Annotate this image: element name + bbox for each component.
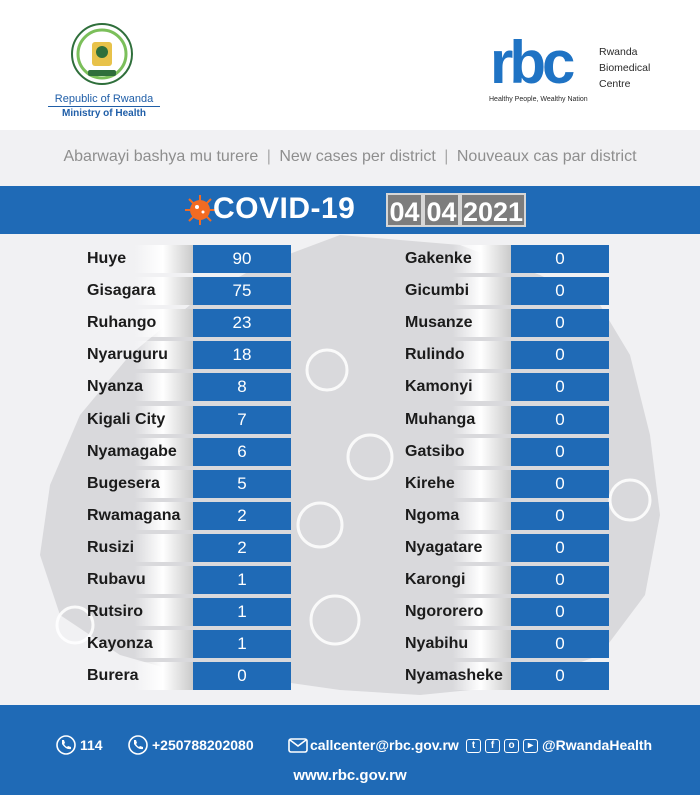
date-year: 2021 — [460, 193, 526, 227]
rbc-name — [599, 44, 669, 92]
date-day: 04 — [386, 193, 423, 227]
district-cases: 0 — [511, 566, 609, 594]
district-cases: 8 — [193, 373, 291, 401]
district-cases: 0 — [511, 277, 609, 305]
district-cases: 75 — [193, 277, 291, 305]
district-name: Ngoma — [401, 502, 515, 530]
district-name: Ruhango — [83, 309, 197, 337]
district-cases: 6 — [193, 438, 291, 466]
rbc-name-line2: Biomedical — [599, 62, 651, 74]
phone-icon — [128, 735, 148, 755]
rbc-tagline: Healthy People, Wealthy Nation — [489, 96, 588, 103]
district-name: Gisagara — [83, 277, 197, 305]
youtube-icon[interactable]: ▸ — [523, 739, 538, 753]
district-name: Rutsiro — [83, 598, 197, 626]
district-name: Rulindo — [401, 341, 515, 369]
page-subtitle — [0, 148, 700, 166]
district-cases: 23 — [193, 309, 291, 337]
rbc-logo — [490, 35, 590, 91]
hotline-number[interactable]: 114 — [80, 737, 103, 753]
district-cases: 2 — [193, 534, 291, 562]
district-cases: 0 — [511, 341, 609, 369]
subtitle-separator: | — [266, 148, 271, 165]
phone-icon — [56, 735, 76, 755]
district-cases: 7 — [193, 406, 291, 434]
district-name: Muhanga — [401, 406, 515, 434]
district-cases: 0 — [193, 662, 291, 690]
district-cases: 0 — [511, 309, 609, 337]
banner-title: COVID-19 — [213, 192, 356, 225]
facebook-icon[interactable]: f — [485, 739, 500, 753]
district-name: Kigali City — [83, 406, 197, 434]
district-name: Nyamasheke — [401, 662, 515, 690]
footer — [0, 705, 700, 795]
rbc-name-line3: Centre — [599, 78, 631, 90]
ministry-label: Ministry of Health — [62, 108, 146, 119]
district-name: Rubavu — [83, 566, 197, 594]
district-cases: 0 — [511, 598, 609, 626]
district-cases: 0 — [511, 373, 609, 401]
district-name: Gakenke — [401, 245, 515, 273]
phone-number[interactable]: +250788202080 — [152, 737, 254, 753]
twitter-icon[interactable]: t — [466, 739, 481, 753]
website-link[interactable]: www.rbc.gov.rw — [293, 767, 407, 784]
rwanda-coat-of-arms-icon — [70, 22, 134, 86]
date-month: 04 — [423, 193, 460, 227]
district-name: Rwamagana — [83, 502, 197, 530]
district-cases: 0 — [511, 470, 609, 498]
district-name: Kayonza — [83, 630, 197, 658]
subtitle-french: Nouveaux cas par district — [456, 148, 637, 165]
email-address[interactable]: callcenter@rbc.gov.rw — [310, 737, 459, 753]
district-cases: 0 — [511, 502, 609, 530]
subtitle-english: New cases per district — [279, 148, 436, 165]
instagram-icon[interactable]: o — [504, 739, 519, 753]
email-icon — [288, 735, 308, 755]
district-cases: 90 — [193, 245, 291, 273]
subtitle-kinyarwanda: Abarwayi bashya mu turere — [63, 148, 259, 165]
district-name: Nyanza — [83, 373, 197, 401]
district-name: Huye — [83, 245, 197, 273]
district-name: Rusizi — [83, 534, 197, 562]
district-name: Nyaruguru — [83, 341, 197, 369]
rbc-name-line1: Rwanda — [599, 46, 638, 58]
virus-icon — [184, 194, 216, 226]
district-cases: 18 — [193, 341, 291, 369]
district-name: Kirehe — [401, 470, 515, 498]
district-cases: 1 — [193, 598, 291, 626]
rbc-logo-text: rbc — [490, 35, 572, 91]
district-name: Gicumbi — [401, 277, 515, 305]
district-name: Burera — [83, 662, 197, 690]
district-cases: 1 — [193, 566, 291, 594]
district-cases: 0 — [511, 245, 609, 273]
subtitle-separator: | — [444, 148, 449, 165]
district-name: Musanze — [401, 309, 515, 337]
social-handle[interactable]: @RwandaHealth — [542, 737, 653, 753]
district-name: Nyamagabe — [83, 438, 197, 466]
republic-label: Republic of Rwanda — [54, 93, 154, 105]
district-name: Ngororero — [401, 598, 515, 626]
district-cases: 0 — [511, 438, 609, 466]
district-name: Gatsibo — [401, 438, 515, 466]
district-name: Karongi — [401, 566, 515, 594]
district-cases: 0 — [511, 406, 609, 434]
district-cases: 0 — [511, 630, 609, 658]
district-cases: 0 — [511, 662, 609, 690]
district-name: Nyagatare — [401, 534, 515, 562]
district-name: Kamonyi — [401, 373, 515, 401]
district-name: Nyabihu — [401, 630, 515, 658]
district-cases: 5 — [193, 470, 291, 498]
district-name: Bugesera — [83, 470, 197, 498]
district-cases: 1 — [193, 630, 291, 658]
district-cases: 2 — [193, 502, 291, 530]
header-divider — [48, 106, 160, 107]
district-cases: 0 — [511, 534, 609, 562]
